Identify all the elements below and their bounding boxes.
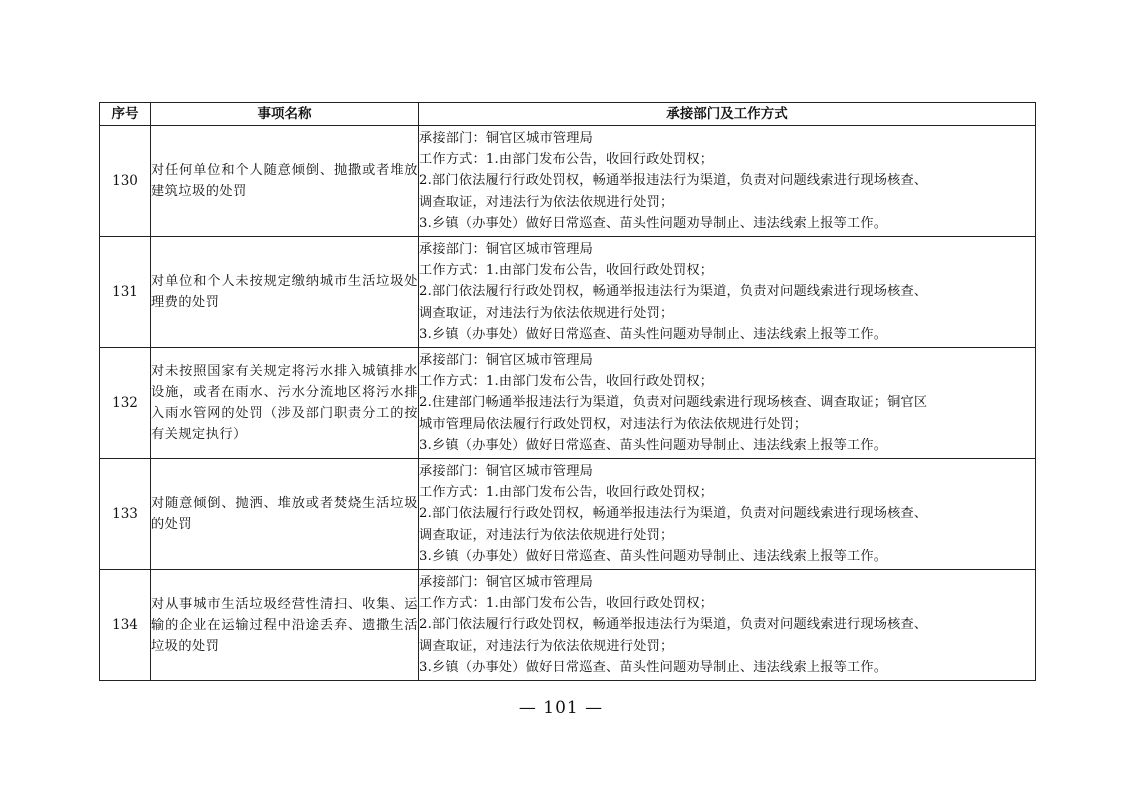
work-method-line: 2.住建部门畅通举报违法行为渠道，负责对问题线索进行现场核查、调查取证；铜官区 [419,395,928,411]
work-method-line: 工作方式：1.由部门发布公告，收回行政处罚权； [419,263,714,279]
department-method-cell [419,348,1036,459]
work-method-line: 调查取证，对违法行为依法依规进行处罚； [419,194,674,210]
work-method-line: 工作方式：1.由部门发布公告，收回行政处罚权； [419,374,714,390]
matter-name-cell: 对从事城市生活垃圾经营性清扫、收集、运输的企业在运输过程中沿途丢弃、遗撒生活垃圾的处罚 [151,570,419,681]
table-row [100,348,1036,459]
work-method-line: 3.乡镇（办事处）做好日常巡查、苗头性问题劝导制止、违法线索上报等工作。 [419,215,888,231]
serial-number-cell: 130 [100,126,151,237]
matter-name-cell: 对任何单位和个人随意倾倒、抛撒或者堆放建筑垃圾的处罚 [151,126,419,237]
work-method-line: 3.乡镇（办事处）做好日常巡查、苗头性问题劝导制止、违法线索上报等工作。 [419,437,888,453]
undertaking-department-line: 承接部门：铜官区城市管理局 [419,463,594,479]
table-header-row [100,103,1036,126]
work-method-line: 城市管理局依法履行行政处罚权，对违法行为依法依规进行处罚； [419,416,808,432]
serial-number-cell: 134 [100,570,151,681]
work-method-line: 2.部门依法履行行政处罚权，畅通举报违法行为渠道，负责对问题线索进行现场核查、 [419,617,928,633]
work-method-line: 调查取证，对违法行为依法依规进行处罚； [419,527,674,543]
matter-name-cell: 对单位和个人未按规定缴纳城市生活垃圾处理费的处罚 [151,237,419,348]
header-department-and-method: 承接部门及工作方式 [419,103,1036,126]
matter-name-cell: 对未按照国家有关规定将污水排入城镇排水设施，或者在雨水、污水分流地区将污水排入雨水管网的处罚（涉及部门职责分工的按有关规定执行） [151,348,419,459]
work-method-line: 工作方式：1.由部门发布公告，收回行政处罚权； [419,485,714,501]
serial-number-cell: 132 [100,348,151,459]
work-method-line: 3.乡镇（办事处）做好日常巡查、苗头性问题劝导制止、违法线索上报等工作。 [419,659,888,675]
matter-name-cell: 对随意倾倒、抛洒、堆放或者焚烧生活垃圾的处罚 [151,459,419,570]
department-method-cell [419,237,1036,348]
department-method-cell [419,570,1036,681]
undertaking-department-line: 承接部门：铜官区城市管理局 [419,241,594,257]
work-method-line: 工作方式：1.由部门发布公告，收回行政处罚权； [419,596,714,612]
department-method-cell [419,459,1036,570]
matters-table [99,102,1036,681]
table-row [100,126,1036,237]
header-matter-name: 事项名称 [151,103,419,126]
undertaking-department-line: 承接部门：铜官区城市管理局 [419,574,594,590]
work-method-line: 2.部门依法履行行政处罚权，畅通举报违法行为渠道，负责对问题线索进行现场核查、 [419,173,928,189]
work-method-line: 工作方式：1.由部门发布公告，收回行政处罚权； [419,152,714,168]
undertaking-department-line: 承接部门：铜官区城市管理局 [419,352,594,368]
work-method-line: 2.部门依法履行行政处罚权，畅通举报违法行为渠道，负责对问题线索进行现场核查、 [419,506,928,522]
department-method-cell [419,126,1036,237]
work-method-line: 调查取证，对违法行为依法依规进行处罚； [419,638,674,654]
work-method-line: 调查取证，对违法行为依法依规进行处罚； [419,305,674,321]
work-method-line: 3.乡镇（办事处）做好日常巡查、苗头性问题劝导制止、违法线索上报等工作。 [419,326,888,342]
serial-number-cell: 133 [100,459,151,570]
serial-number-cell: 131 [100,237,151,348]
header-serial-number: 序号 [100,103,151,126]
table-row [100,237,1036,348]
work-method-line: 3.乡镇（办事处）做好日常巡查、苗头性问题劝导制止、违法线索上报等工作。 [419,548,888,564]
table-row [100,570,1036,681]
undertaking-department-line: 承接部门：铜官区城市管理局 [419,130,594,146]
work-method-line: 2.部门依法履行行政处罚权，畅通举报违法行为渠道，负责对问题线索进行现场核查、 [419,284,928,300]
page-number: — 101 — [518,698,604,718]
table-row [100,459,1036,570]
